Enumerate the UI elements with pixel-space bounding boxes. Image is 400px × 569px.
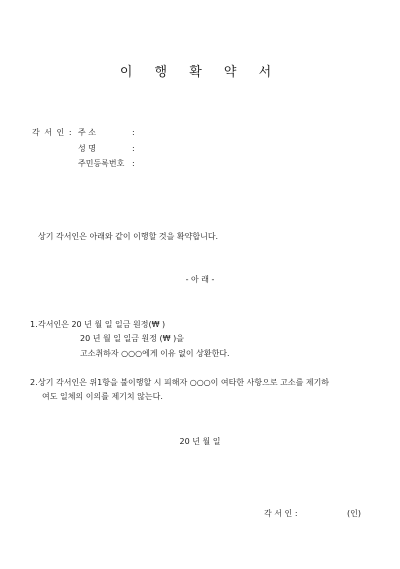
address-separator: :	[132, 128, 135, 137]
name-label: 성 명	[78, 144, 96, 153]
item-1-line-1: 각서인은 20 년 월 일 일금 원정(₩ )	[38, 320, 166, 329]
item-1-number: 1.	[30, 320, 38, 329]
item-2-line-1: 상기 각서인은 위1항을 불이행할 시 피해자 ○○○이 여타한 사항으로 고소를 제기하	[38, 378, 330, 387]
address-label: 주 소	[78, 128, 96, 137]
seal-mark: (인)	[347, 509, 361, 518]
signature-label: 각 서 인 :	[264, 509, 298, 518]
item-2-number: 2.	[30, 378, 38, 387]
signature-date: 20 년 월 일	[179, 437, 221, 446]
intro-text: 상기 각서인은 아래와 같이 이행할 것을 확약합니다.	[38, 232, 219, 241]
item-1-line-3: 고소취하자 ○○○에게 이유 없이 상환한다.	[80, 349, 230, 358]
document-title: 이 행 확 약 서	[119, 65, 281, 80]
name-separator: :	[132, 144, 135, 153]
item-1-line-2: 20 년 월 일 일금 원정 (₩ )을	[80, 334, 184, 343]
resident-number-separator: :	[132, 159, 135, 168]
party-label: 각 서 인 :	[32, 128, 73, 137]
item-2-line-2: 여도 일체의 이의를 제기치 않는다.	[42, 392, 163, 401]
resident-number-label: 주민등록번호	[78, 159, 125, 168]
section-title: - 아 래 -	[185, 275, 215, 284]
